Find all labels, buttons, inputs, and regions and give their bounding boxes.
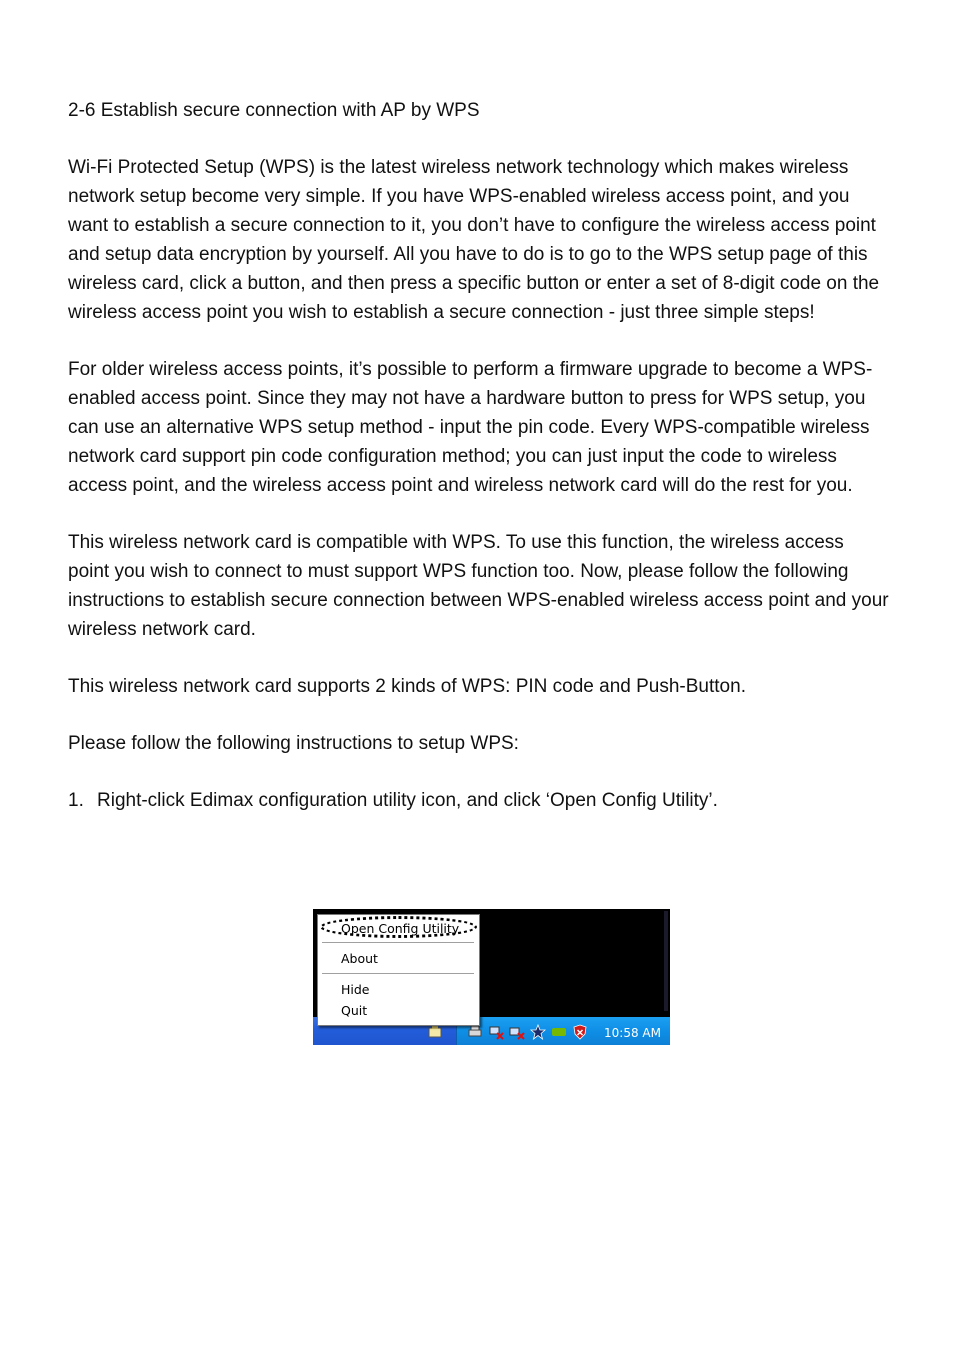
menu-item-about[interactable]: About (341, 951, 378, 966)
wireless-disconnected-icon[interactable] (509, 1024, 525, 1040)
paragraph-wps-intro: Wi-Fi Protected Setup (WPS) is the latest wireless network technology which makes wireless network setup become very simple. If you have WPS-enabled wireless access point, and you want to establish a secure connection to it, you don’t have to configure the wireless access point and setup data encryption by yourself. All you have to do is to go to the WPS setup page of this wireless card, click a button, and then press a specific button or enter a set of 8-digit code on the wireless access point you wish to establish a secure connection - just three simple steps! (68, 157, 880, 323)
printer-icon[interactable] (467, 1024, 483, 1040)
system-tray (456, 1017, 670, 1045)
step-text: Right-click Edimax configuration utility icon, and click ‘Open Config Utility’. (97, 790, 718, 811)
paragraph-older-ap: For older wireless access points, it’s possible to perform a firmware upgrade to become a WPS-enabled access point. Since they may not have a hardware button to press for WPS setup, you can use an alternative WPS setup method - input the pin code. Every WPS-compatible wireless network card support pin code configuration method; you can just input the code to wireless access point, and the wireless access point and wireless network card will do the rest for you. (68, 359, 873, 496)
paragraph-compatibility: This wireless network card is compatible with WPS. To use this function, the wireless access point you wish to connect to must support WPS function too. Now, please follow the following instructions to establish secure connection between WPS-enabled wireless access point and your wireless network card. (68, 532, 889, 640)
menu-item-hide[interactable]: Hide (341, 982, 370, 997)
security-shield-icon[interactable] (572, 1024, 588, 1040)
clock: 10:58 AM (604, 1026, 661, 1040)
menu-separator (322, 942, 474, 943)
menu-separator (322, 973, 474, 974)
window-edge (664, 911, 668, 1011)
utility-icon[interactable] (428, 1025, 442, 1039)
document-page (68, 96, 890, 815)
network-disconnected-icon[interactable] (488, 1024, 504, 1040)
paragraph-wps-kinds: This wireless network card supports 2 kinds of WPS: PIN code and Push-Button. (68, 676, 746, 697)
graphics-driver-icon[interactable] (551, 1024, 567, 1040)
tray-menu-screenshot (313, 909, 670, 1045)
step-number: 1. (68, 790, 84, 811)
context-menu (317, 914, 480, 1026)
menu-item-quit[interactable]: Quit (341, 1003, 368, 1018)
paragraph-instructions-intro: Please follow the following instructions to setup WPS: (68, 733, 519, 754)
step-item (68, 786, 890, 815)
star-icon[interactable] (530, 1024, 546, 1040)
section-heading: 2-6 Establish secure connection with AP by WPS (68, 100, 480, 121)
menu-item-open-config-utility[interactable]: Open Config Utility (341, 921, 460, 936)
